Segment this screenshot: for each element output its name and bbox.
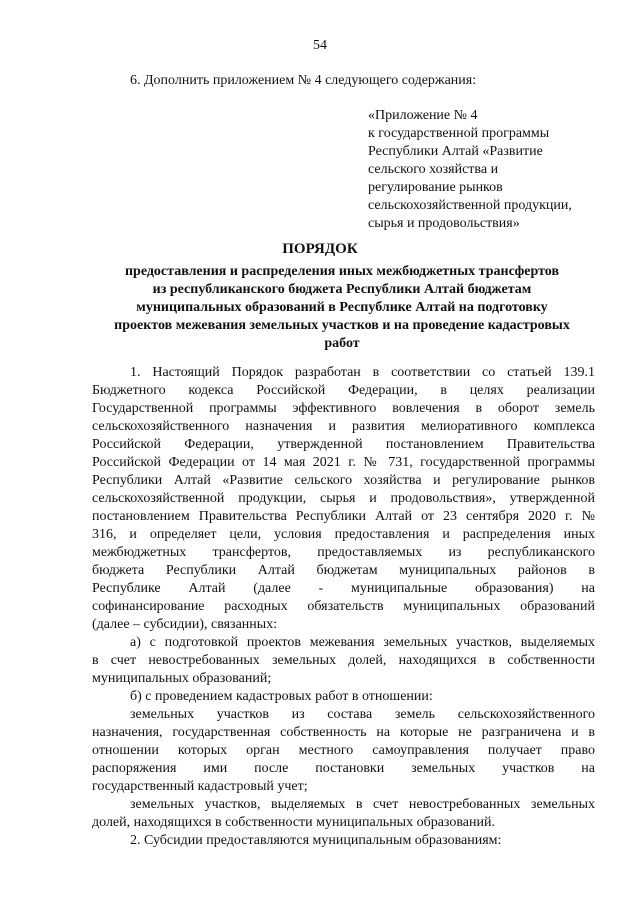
body-text-line: сельскохозяйственной продукции, сырья и продовольствия», утвержденной	[92, 491, 595, 506]
body-text-line: сельскохозяйственного назначения и развития мелиоративного комплекса	[92, 419, 595, 434]
body-text-line: назначения, государственная собственность на которые не разграничена и в	[92, 725, 595, 740]
body-text-line: Республике Алтай (далее - муниципальные образования) на	[92, 581, 595, 596]
body-text-line: межбюджетных трансфертов, предоставляемых из республиканского	[92, 545, 595, 560]
appendix-line: «Приложение № 4	[368, 108, 478, 123]
page-number: 54	[313, 38, 327, 53]
body-text-line: софинансирование расходных обязательств муниципальных образований	[92, 599, 595, 614]
document-title: ПОРЯДОК	[282, 241, 358, 257]
body-text-line: долей, находящихся в собственности муниципальных образований.	[92, 815, 495, 830]
body-text-line: распоряжения ими после постановки земельных участков на	[92, 761, 595, 776]
body-text-line: земельных участков, выделяемых в счет невостребованных земельных	[130, 797, 595, 812]
body-text-line: 2. Субсидии предоставляются муниципальным образованиям:	[130, 833, 502, 848]
body-text-line: а) с подготовкой проектов межевания земельных участков, выделяемых	[130, 635, 595, 650]
body-text-line: земельных участков из состава земель сельскохозяйственного	[130, 707, 595, 722]
appendix-line: к государственной программы	[368, 126, 550, 141]
subtitle-line: из республиканского бюджета Республики Алтай бюджетам	[152, 282, 532, 297]
amendment-instruction: 6. Дополнить приложением № 4 следующего содержания:	[130, 73, 477, 88]
body-text-line: бюджета Республики Алтай бюджетам муниципальных районов в	[92, 563, 595, 578]
document-subtitle	[92, 263, 592, 353]
appendix-line: Республики Алтай «Развитие	[368, 144, 543, 159]
appendix-line: регулирование рынков	[368, 180, 503, 195]
body-text-line: отношении которых орган местного самоуправления получает право	[92, 743, 595, 758]
body-text-line: (далее – субсидии), связанных:	[92, 617, 278, 632]
appendix-reference	[368, 107, 572, 233]
body-text-line: муниципальных образований;	[92, 671, 272, 686]
subtitle-line: предоставления и распределения иных межбюджетных трансфертов	[124, 264, 560, 279]
body-text-line: постановлением Правительства Республики Алтай от 23 сентября 2020 г. №	[92, 509, 595, 524]
body-text-line: Бюджетного кодекса Российской Федерации, в целях реализации	[92, 383, 595, 398]
body-text-line: Государственной программы эффективного вовлечения в оборот земель	[92, 401, 595, 416]
appendix-line: сырья и продовольствия»	[368, 216, 520, 231]
body-text-line: Республики Алтай «Развитие сельского хозяйства и регулирование рынков	[92, 473, 595, 488]
body-text-line: Российской Федерации, утвержденной постановлением Правительства	[92, 437, 595, 452]
subtitle-line: муниципальных образований в Республике Алтай на подготовку	[136, 300, 548, 315]
body-text-line: Российской Федерации от 14 мая 2021 г. № 731, государственной программы	[92, 455, 595, 470]
subtitle-line: работ	[324, 336, 360, 351]
body-text-line: 1. Настоящий Порядок разработан в соответствии со статьей 139.1	[130, 365, 595, 380]
document-body	[92, 364, 595, 850]
body-text-line: б) с проведением кадастровых работ в отношении:	[130, 689, 433, 704]
body-text-line: государственный кадастровый учет;	[92, 779, 308, 794]
appendix-line: сельского хозяйства и	[368, 162, 499, 177]
body-text-line: 316, и определяет цели, условия предоставления и распределения иных	[92, 527, 595, 542]
subtitle-line: проектов межевания земельных участков и на проведение кадастровых	[114, 318, 570, 333]
appendix-line: сельскохозяйственной продукции,	[368, 198, 572, 213]
body-text-line: в счет невостребованных земельных долей, находящихся в собственности	[92, 653, 595, 668]
